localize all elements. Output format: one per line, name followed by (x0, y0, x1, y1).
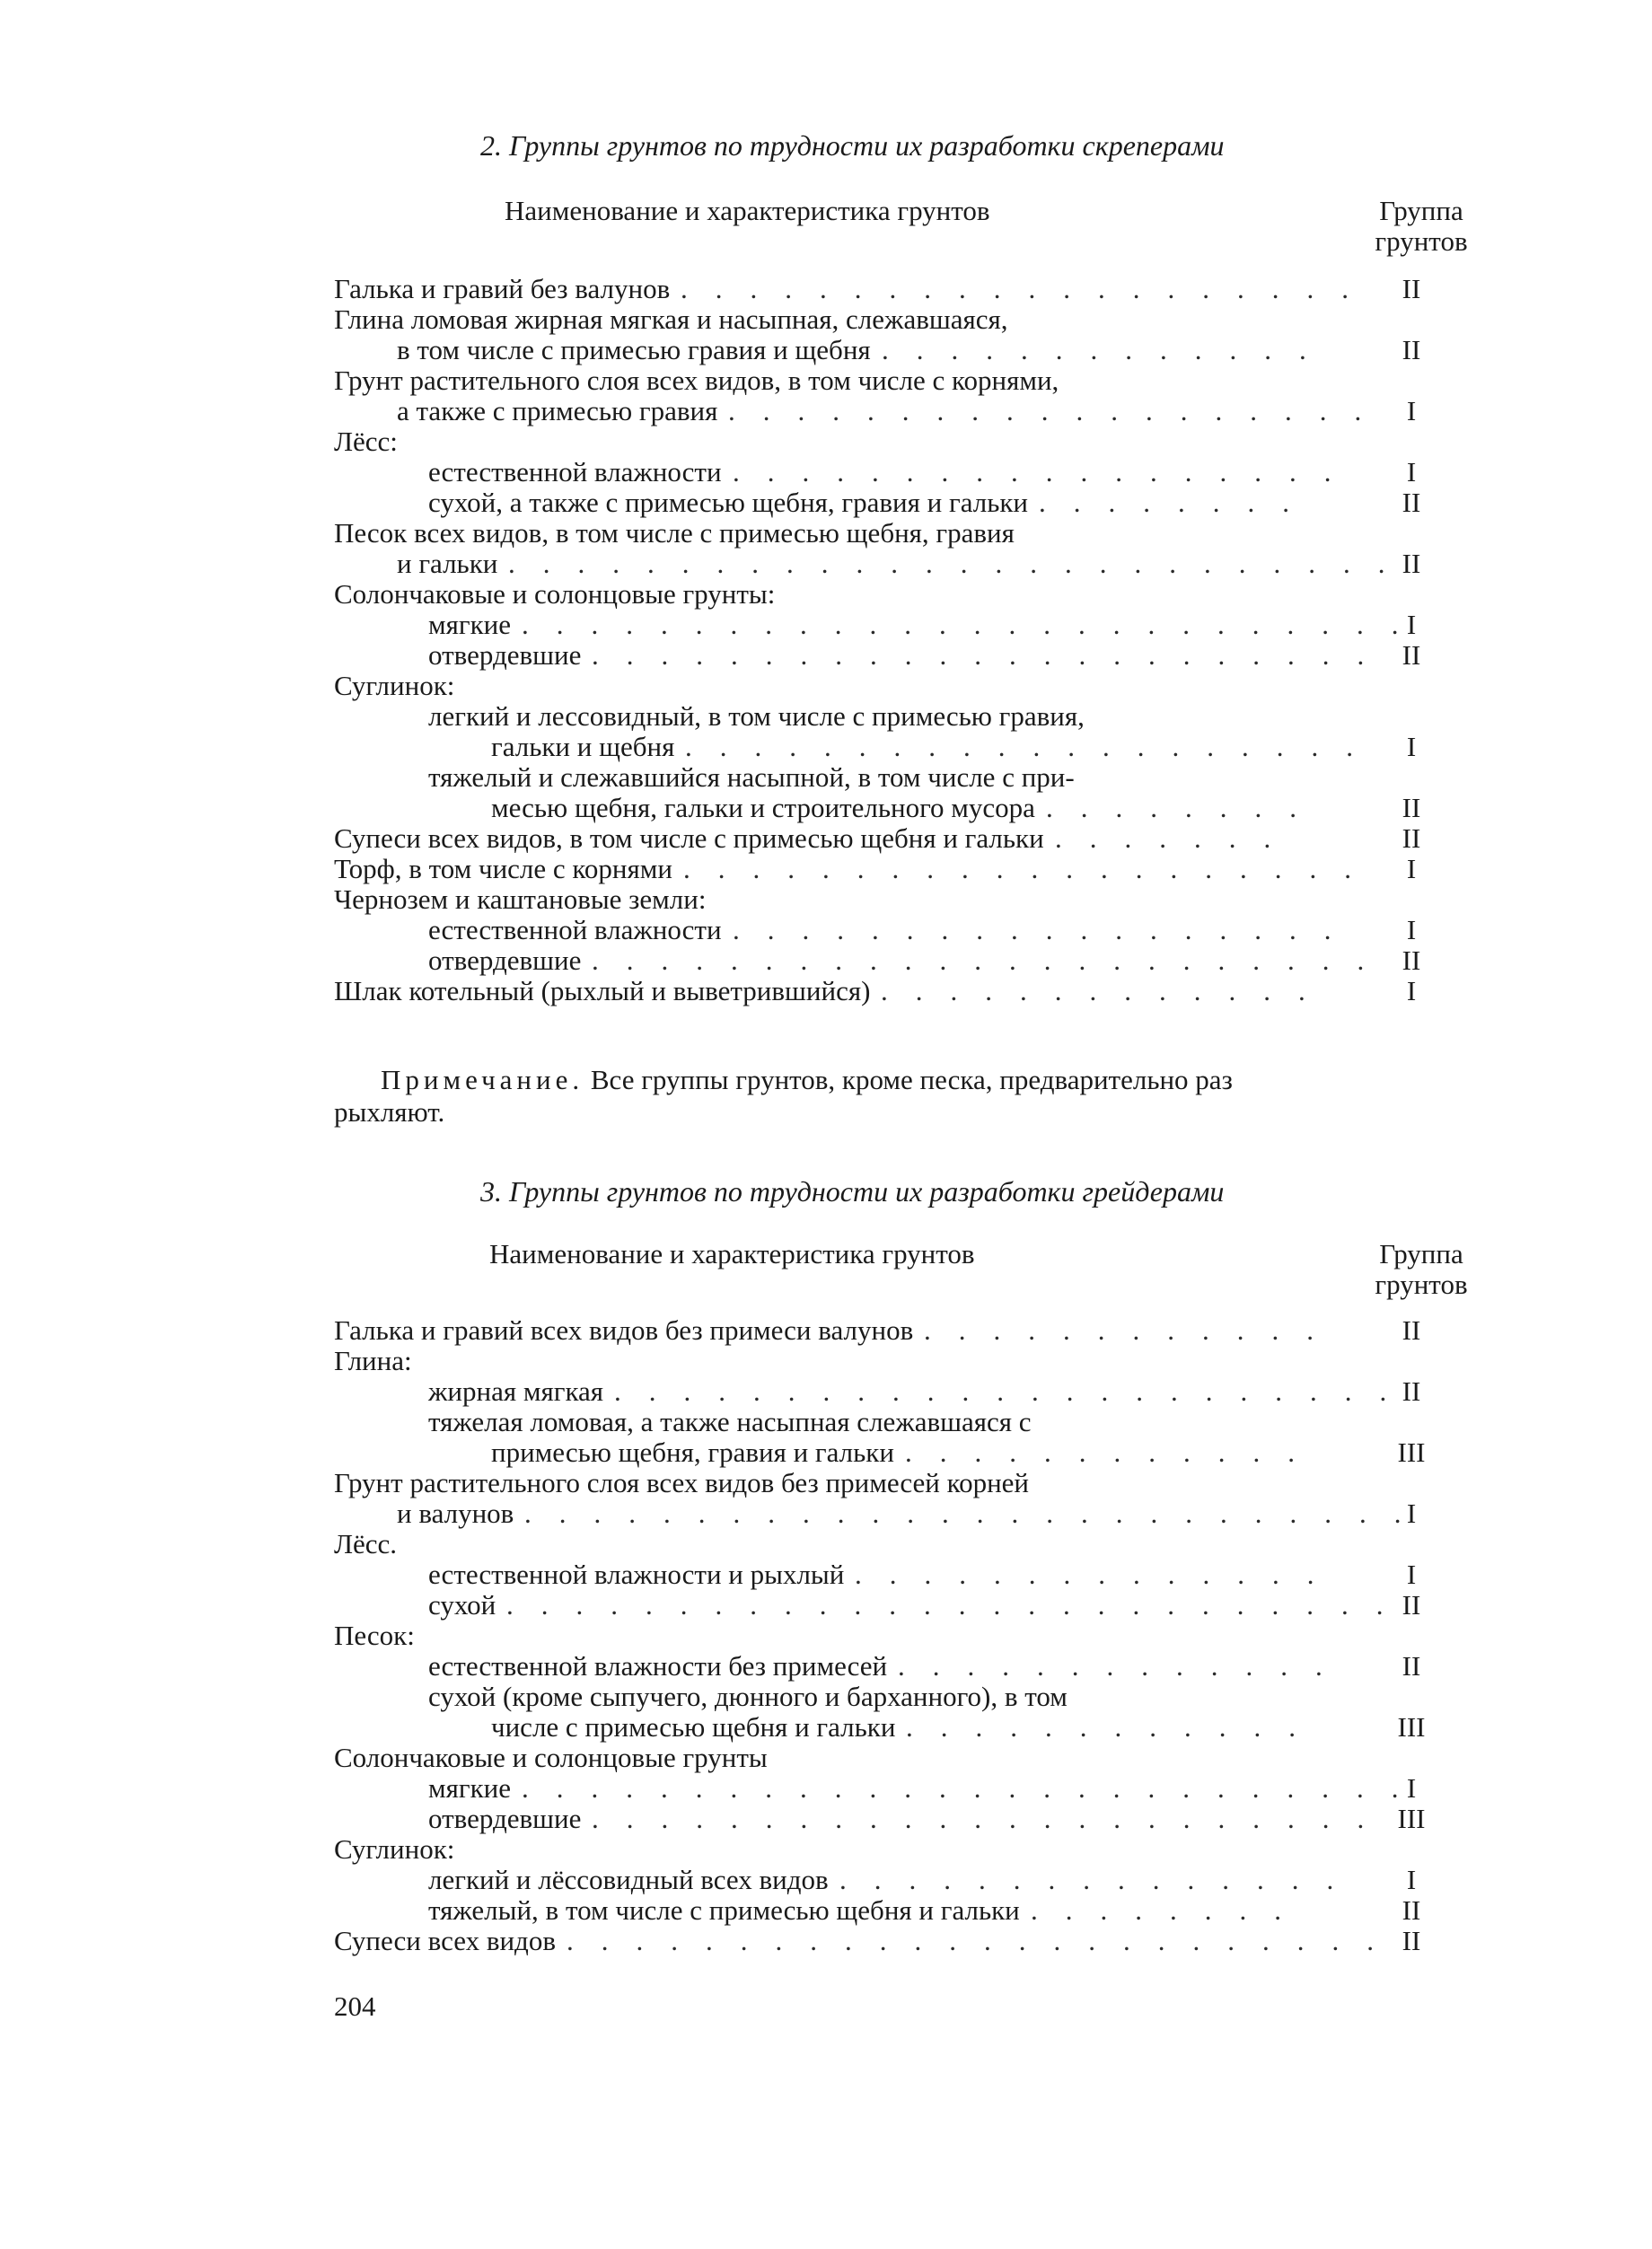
section-2-note-continuation (334, 1097, 1528, 1128)
section-3-row-text: тяжелый, в том числе с примесью щебня и гальки (428, 1894, 1020, 1926)
section-3-row (334, 1468, 1501, 1498)
section-2-row-group: I (1406, 609, 1417, 640)
section-2-row-text: Лёсс: (334, 426, 398, 457)
section-3-row (334, 1621, 1501, 1651)
section-2-row-text: сухой, а также с примесью щебня, гравия и гальки (428, 487, 1028, 518)
section-3-row (334, 1529, 1501, 1559)
section-2-row-text: Чернозем и каштановые земли: (334, 883, 707, 915)
section-3-row (334, 1926, 1501, 1956)
section-3-row-group: I (1406, 1498, 1417, 1529)
section-2-row (334, 671, 1501, 701)
section-2-row (334, 793, 1501, 823)
section-2-row-text: отвердевшие (428, 944, 582, 976)
section-3-row-text: Солончаковые и солонцовые грунты (334, 1742, 768, 1773)
section-2-row-text: Торф, в том числе с корнями (334, 853, 672, 884)
section-3-title: 3. Группы грунтов по трудности их разработки грейдерами (480, 1175, 1225, 1208)
section-2-row-group: II (1402, 792, 1421, 823)
section-2-row (334, 854, 1501, 884)
section-2-row (334, 823, 1501, 854)
section-2-row-text: в том числе с примесью гравия и щебня (397, 334, 871, 365)
section-2-group-header-line1: Группа (1379, 195, 1463, 226)
section-2-row-leader-dots: . . . . . . . . . . . . . . . . . . . . (685, 731, 1353, 762)
section-2-row-text: Суглинок: (334, 670, 455, 701)
section-3-row-text: числе с примесью щебня и гальки (491, 1711, 896, 1743)
section-3-row-group: II (1402, 1894, 1421, 1926)
section-2-row (334, 915, 1501, 945)
section-2-row (334, 365, 1501, 396)
section-3-row-leader-dots: . . . . . . . . . . . . . . . . . . . . . . . . . . (506, 1589, 1384, 1621)
section-3-row-text: отвердевшие (428, 1803, 582, 1834)
section-2-row-leader-dots: . . . . . . . . . . . . . . . . . . . . . . . . . . (522, 609, 1399, 640)
section-3-column-group-header (1349, 1239, 1493, 1300)
section-3-row-text: мягкие (428, 1772, 512, 1804)
section-3-row-leader-dots: . . . . . . . . . . . . (924, 1314, 1314, 1346)
section-2-row-text: Грунт растительного слоя всех видов, в том числе с корнями, (334, 365, 1059, 396)
section-3-row (334, 1712, 1501, 1743)
section-3-row-text: легкий и лёссовидный всех видов (428, 1864, 829, 1895)
section-2-row-text: мягкие (428, 609, 512, 640)
section-2-row-leader-dots: . . . . . . . . . . . . . (882, 334, 1306, 365)
section-2-row-text: Супеси всех видов, в том числе с примесью щебня и гальки (334, 822, 1044, 854)
section-3-row-leader-dots: . . . . . . . . (1031, 1894, 1281, 1926)
section-2-row-text: а также с примесью гравия (397, 395, 718, 426)
section-2-row (334, 762, 1501, 793)
section-2-row-group: II (1402, 334, 1421, 365)
section-3-row-leader-dots: . . . . . . . . . . . . . . . . . . . . . . . . (567, 1925, 1374, 1956)
section-3-row-text: Грунт растительного слоя всех видов без примесей корней (334, 1467, 1030, 1498)
section-2-note (334, 1065, 1528, 1095)
section-2-row-group: II (1402, 639, 1421, 671)
section-2-row-text: Галька и гравий без валунов (334, 273, 671, 304)
section-2-row-text: естественной влажности (428, 456, 722, 488)
section-2-row-group: II (1402, 273, 1421, 304)
section-3-row-leader-dots: . . . . . . . . . . . . . . . . . . . . . . . . . . (522, 1772, 1399, 1804)
section-3-row-text: Галька и гравий всех видов без примеси валунов (334, 1314, 914, 1346)
section-3-row-text: примесью щебня, гравия и гальки (491, 1436, 894, 1468)
section-2-row-leader-dots: . . . . . . . . . . . . . . . . . . . . . . . . . . (508, 548, 1385, 579)
section-2-row-text: гальки и щебня (491, 731, 675, 762)
section-2-row-leader-dots: . . . . . . . . (1039, 487, 1289, 518)
section-2-column-name-header: Наименование и характеристика грунтов (505, 195, 990, 226)
section-2-row (334, 396, 1501, 426)
section-2-table (334, 274, 1501, 1006)
section-2-row (334, 976, 1501, 1006)
section-2-row-leader-dots: . . . . . . . . . . . . . . . . . . . . . . . (592, 944, 1365, 976)
section-3-row-group: III (1397, 1711, 1426, 1743)
section-2-row (334, 426, 1501, 457)
section-3-row-group: III (1397, 1803, 1426, 1834)
section-3-row (334, 1743, 1501, 1773)
section-2-row-leader-dots: . . . . . . . . . . . . . . . . . . (733, 914, 1331, 945)
section-2-row-leader-dots: . . . . . . . . (1046, 792, 1296, 823)
section-3-table (334, 1315, 1501, 1956)
section-3-row-leader-dots: . . . . . . . . . . . . (905, 1436, 1295, 1468)
section-2-row-text: легкий и лессовидный, в том числе с примесью гравия, (428, 700, 1085, 732)
section-3-row-text: Глина: (334, 1345, 412, 1376)
section-3-row-group: II (1402, 1650, 1421, 1682)
section-2-row-leader-dots: . . . . . . . . . . . . . . . . . . . . (683, 853, 1351, 884)
section-2-row-text: Глина ломовая жирная мягкая и насыпная, слежавшаяся, (334, 303, 1008, 335)
section-2-row-leader-dots: . . . . . . . . . . . . . . . . . . . (728, 395, 1362, 426)
section-2-row-text: Солончаковые и солонцовые грунты: (334, 578, 776, 610)
section-2-row-text: естественной влажности (428, 914, 722, 945)
note-text-line2: рыхляют. (334, 1096, 445, 1128)
section-2-row-group: II (1402, 548, 1421, 579)
section-2-row-group: II (1402, 487, 1421, 518)
section-2-row (334, 335, 1501, 365)
section-3-row-text: жирная мягкая (428, 1375, 604, 1407)
section-2-row-text: и гальки (397, 548, 498, 579)
section-2-row-leader-dots: . . . . . . . . . . . . . . . . . . . . . . . (592, 639, 1365, 671)
section-3-row-leader-dots: . . . . . . . . . . . . . . . . . . . . . . . (592, 1803, 1365, 1834)
section-2-row-group: I (1406, 975, 1417, 1006)
section-3-row-text: и валунов (397, 1498, 514, 1529)
section-3-group-header-line1: Группа (1379, 1238, 1463, 1269)
section-2-row (334, 457, 1501, 488)
section-2-row (334, 488, 1501, 518)
section-3-row (334, 1590, 1501, 1621)
section-2-row-leader-dots: . . . . . . . . . . . . . . . . . . (733, 456, 1331, 488)
section-3-row-text: тяжелая ломовая, а также насыпная слежавшаяся с (428, 1406, 1032, 1437)
section-3-row (334, 1804, 1501, 1834)
section-3-row-text: естественной влажности без примесей (428, 1650, 888, 1682)
section-2-row (334, 610, 1501, 640)
section-2-row (334, 945, 1501, 976)
section-3-row-text: Песок: (334, 1620, 415, 1651)
section-2-column-group-header (1349, 196, 1493, 257)
section-3-row (334, 1865, 1501, 1895)
section-2-row (334, 732, 1501, 762)
section-3-row-group: II (1402, 1314, 1421, 1346)
section-3-row-leader-dots: . . . . . . . . . . . . . . (855, 1559, 1314, 1590)
section-3-row (334, 1559, 1501, 1590)
section-3-row (334, 1498, 1501, 1529)
section-3-row-text: сухой (428, 1589, 496, 1621)
section-3-group-header-line2: грунтов (1375, 1269, 1468, 1300)
section-2-row (334, 884, 1501, 915)
section-2-title: 2. Группы грунтов по трудности их разработки скреперами (480, 129, 1225, 162)
section-2-row (334, 304, 1501, 335)
section-2-row-text: тяжелый и слежавшийся насыпной, в том числе с при- (428, 761, 1075, 793)
section-2-row-leader-dots: . . . . . . . . . . . . . (881, 975, 1305, 1006)
section-3-row-text: Лёсс. (334, 1528, 398, 1559)
section-3-row (334, 1682, 1501, 1712)
section-3-row-leader-dots: . . . . . . . . . . . . . . . . . . . . . . . . . . (524, 1498, 1402, 1529)
section-3-row-group: III (1397, 1436, 1426, 1468)
section-3-row-group: II (1402, 1375, 1421, 1407)
section-2-row-leader-dots: . . . . . . . . . . . . . . . . . . . . (681, 273, 1349, 304)
section-2-row-group: I (1406, 853, 1417, 884)
section-3-row (334, 1773, 1501, 1804)
section-3-row-group: I (1406, 1559, 1417, 1590)
section-3-row-leader-dots: . . . . . . . . . . . . . (898, 1650, 1322, 1682)
section-3-row-leader-dots: . . . . . . . . . . . . . . . . . . . . . . . (614, 1375, 1387, 1407)
section-2-row-group: I (1406, 456, 1417, 488)
section-2-row-group: II (1402, 822, 1421, 854)
section-3-row-group: II (1402, 1589, 1421, 1621)
section-3-column-name-header: Наименование и характеристика грунтов (489, 1238, 975, 1269)
section-3-row (334, 1834, 1501, 1865)
section-2-row (334, 579, 1501, 610)
section-3-row-group: I (1406, 1772, 1417, 1804)
section-2-row (334, 549, 1501, 579)
section-3-row (334, 1651, 1501, 1682)
page-number: 204 (334, 1990, 376, 2022)
note-label: Примечание. (381, 1064, 584, 1095)
section-2-row-text: Шлак котельный (рыхлый и выветрившийся) (334, 975, 871, 1006)
section-3-row-text: сухой (кроме сыпучего, дюнного и барханного), в том (428, 1681, 1068, 1712)
section-3-row (334, 1407, 1501, 1437)
section-2-row (334, 701, 1501, 732)
section-2-row-group: I (1406, 914, 1417, 945)
section-2-row-group: II (1402, 944, 1421, 976)
section-2-row (334, 640, 1501, 671)
section-3-row (334, 1437, 1501, 1468)
section-2-row-text: Песок всех видов, в том числе с примесью щебня, гравия (334, 517, 1015, 549)
section-3-row-text: естественной влажности и рыхлый (428, 1559, 845, 1590)
section-2-group-header-line2: грунтов (1375, 225, 1468, 257)
section-2-row-text: месью щебня, гальки и строительного мусора (491, 792, 1035, 823)
section-3-row-leader-dots: . . . . . . . . . . . . (906, 1711, 1296, 1743)
section-2-row (334, 274, 1501, 304)
note-text-line1: Все группы грунтов, кроме песка, предварительно раз (584, 1064, 1233, 1095)
section-2-row-group: I (1406, 395, 1417, 426)
section-3-row-leader-dots: . . . . . . . . . . . . . . . (839, 1864, 1334, 1895)
section-3-row (334, 1895, 1501, 1926)
section-2-row-leader-dots: . . . . . . . (1055, 822, 1271, 854)
section-3-row (334, 1346, 1501, 1376)
section-3-row-text: Суглинок: (334, 1833, 455, 1865)
section-2-row-text: отвердевшие (428, 639, 582, 671)
section-3-row (334, 1376, 1501, 1407)
section-3-row-group: II (1402, 1925, 1421, 1956)
section-3-row-group: I (1406, 1864, 1417, 1895)
section-3-row-text: Супеси всех видов (334, 1925, 556, 1956)
section-2-row (334, 518, 1501, 549)
section-2-row-group: I (1406, 731, 1417, 762)
section-3-row (334, 1315, 1501, 1346)
